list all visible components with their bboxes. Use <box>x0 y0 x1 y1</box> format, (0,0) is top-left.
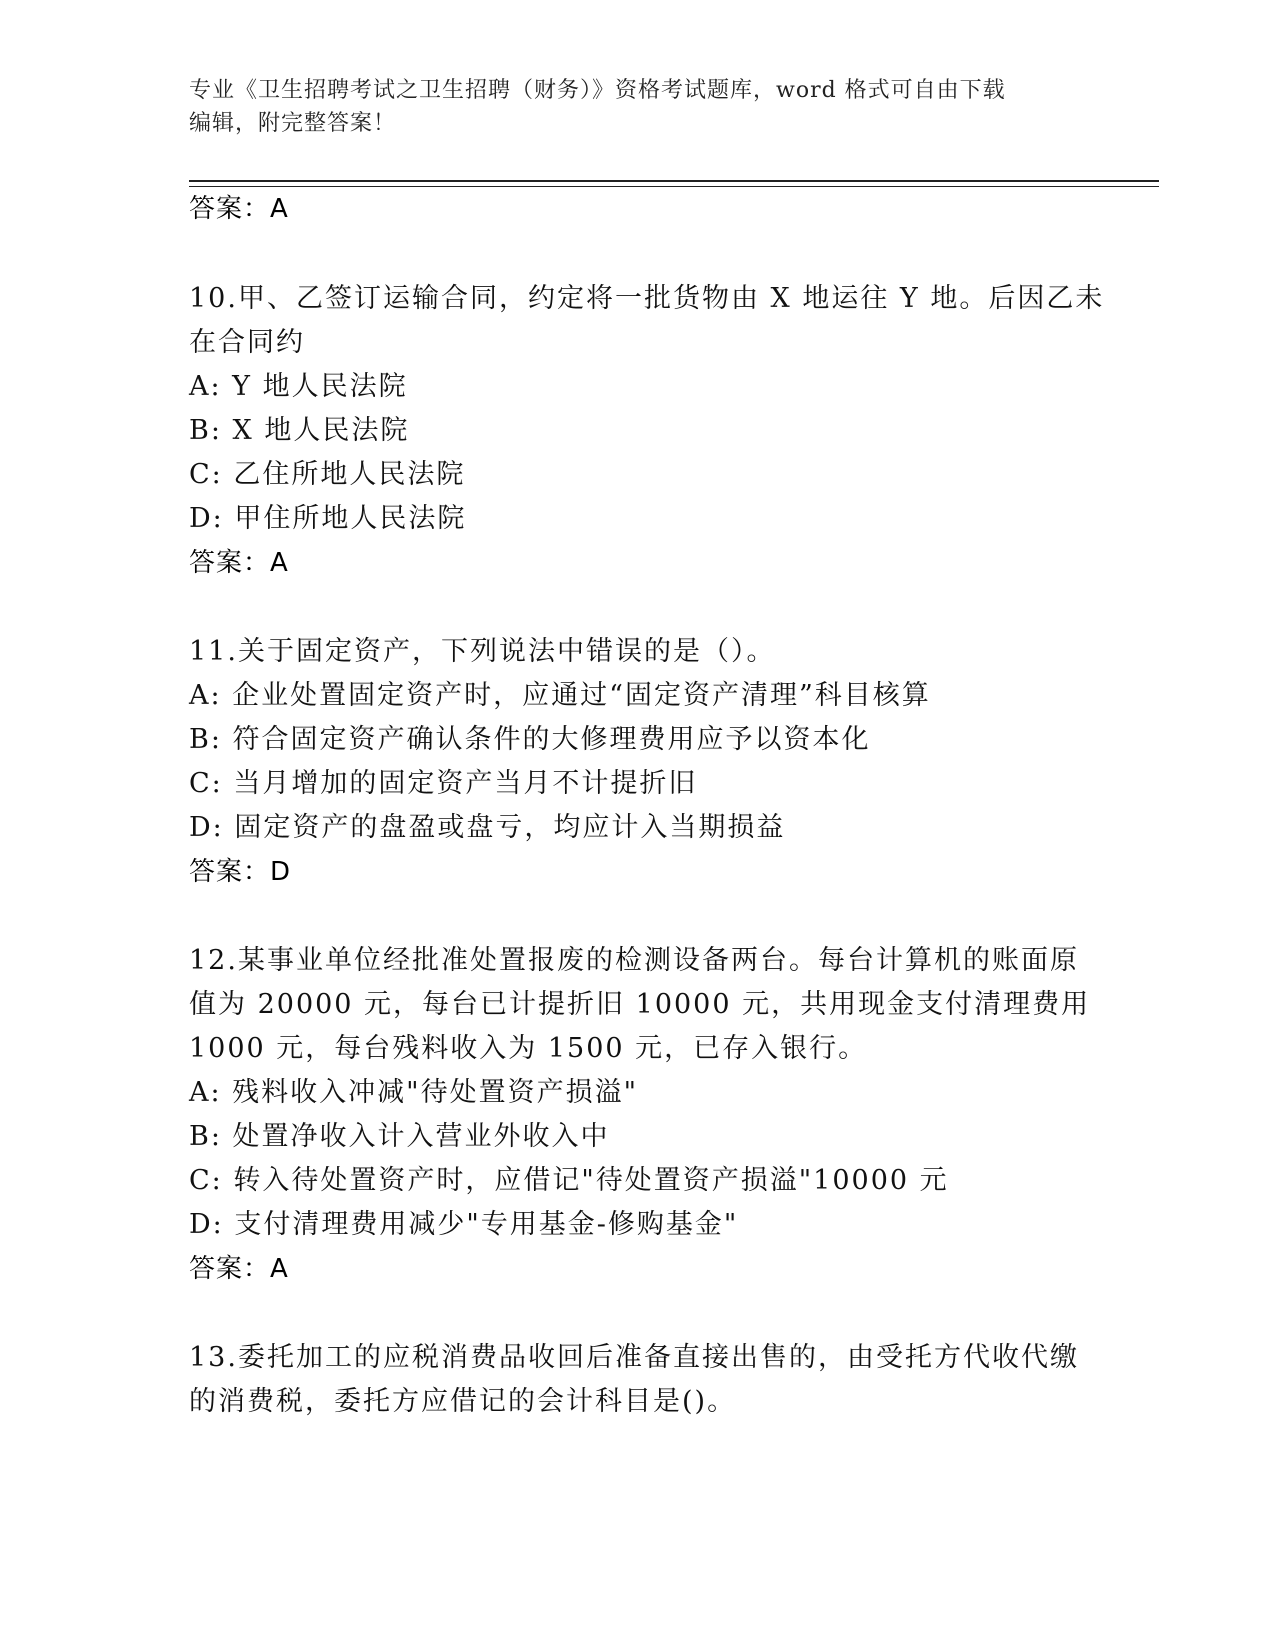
question-12-stem-line-1: 12.某事业单位经批准处置报废的检测设备两台。每台计算机的账面原 <box>189 945 1079 976</box>
question-12-option-d: D: 支付清理费用减少"专用基金-修购基金" <box>189 1209 739 1240</box>
question-12-answer: 答案：A <box>189 1254 289 1284</box>
question-12-stem-line-2: 值为 20000 元，每台已计提折旧 10000 元，共用现金支付清理费用 <box>189 989 1091 1020</box>
question-10-stem-line-2: 在合同约 <box>189 327 305 358</box>
question-10-option-b: B: X 地人民法院 <box>189 415 410 446</box>
question-10-option-c: C: 乙住所地人民法院 <box>189 459 466 490</box>
question-11-answer: 答案：D <box>189 857 292 887</box>
answer-previous: 答案：A <box>189 194 289 224</box>
question-11-option-b: B: 符合固定资产确认条件的大修理费用应予以资本化 <box>189 724 871 755</box>
question-12-option-a: A: 残料收入冲减"待处置资产损溢" <box>189 1077 639 1108</box>
question-11-option-a: A: 企业处置固定资产时，应通过“固定资产清理”科目核算 <box>189 680 931 711</box>
question-13-stem-line-2: 的消费税，委托方应借记的会计科目是()。 <box>189 1386 737 1417</box>
header-divider <box>189 180 1159 182</box>
question-12-stem-line-3: 1000 元，每台残料收入为 1500 元，已存入银行。 <box>189 1033 868 1064</box>
question-11-option-d: D: 固定资产的盘盈或盘亏，均应计入当期损益 <box>189 812 786 843</box>
header-line-1: 专业《卫生招聘考试之卫生招聘（财务）》资格考试题库，word 格式可自由下载 <box>189 78 1006 103</box>
question-10-stem-line-1: 10.甲、乙签订运输合同，约定将一批货物由 X 地运往 Y 地。后因乙未 <box>189 283 1105 314</box>
question-11-option-c: C: 当月增加的固定资产当月不计提折旧 <box>189 768 698 799</box>
question-10-option-a: A: Y 地人民法院 <box>189 371 408 402</box>
header-divider-thin <box>189 186 1159 187</box>
question-12-option-b: B: 处置净收入计入营业外收入中 <box>189 1121 610 1152</box>
question-10-answer: 答案：A <box>189 548 289 578</box>
header-line-2: 编辑，附完整答案！ <box>189 111 397 136</box>
question-11-stem-line-1: 11.关于固定资产，下列说法中错误的是（）。 <box>189 636 776 667</box>
question-13-stem-line-1: 13.委托加工的应税消费品收回后准备直接出售的，由受托方代收代缴 <box>189 1342 1079 1373</box>
document-header <box>189 74 1089 140</box>
question-12-option-c: C: 转入待处置资产时，应借记"待处置资产损溢"10000 元 <box>189 1165 949 1196</box>
question-10-option-d: D: 甲住所地人民法院 <box>189 503 467 534</box>
